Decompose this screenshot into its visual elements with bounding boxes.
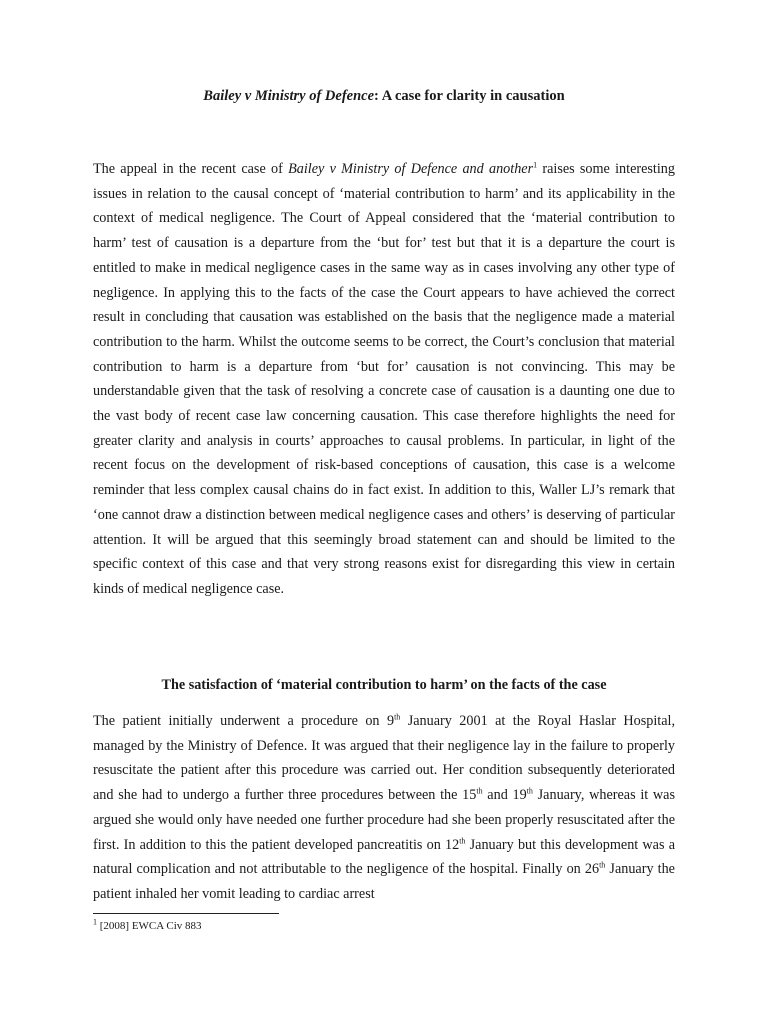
facts-text-5: January but this development was a natural complication and not attributable to the negligence of the hospital. Finally on 26 — [93, 836, 675, 878]
facts-text-3: and 19 — [482, 787, 527, 804]
footnote-text: [2008] EWCA Civ 883 — [97, 920, 202, 932]
ordinal-suffix: th — [476, 786, 483, 796]
ordinal-suffix: th — [526, 786, 533, 796]
footnote — [93, 918, 202, 934]
ordinal-suffix: th — [599, 860, 606, 870]
facts-text-4: January, whereas it was argued she would only have needed one further procedure had she been properly resuscitated after the first. In addition to this the patient developed pancreatitis on 12 — [93, 787, 675, 853]
ordinal-suffix: th — [394, 712, 401, 722]
intro-case-name: Bailey v Ministry of Defence and another — [288, 161, 534, 177]
title-subtitle: : A case for clarity in causation — [374, 88, 565, 104]
facts-text-2: January 2001 at the Royal Haslar Hospital, managed by the Ministry of Defence. It was argued that their negligence lay in the failure to properly resuscitate the patient after this procedure was carried out. Her condition subsequently deteriorated and she had to undergo a further three procedures between the 15 — [93, 713, 675, 804]
facts-text-1: The patient initially underwent a procedure on 9 — [93, 713, 395, 729]
document-title — [0, 86, 768, 106]
section-heading: The satisfaction of ‘material contribution to harm’ on the facts of the case — [161, 677, 607, 693]
title-case-name: Bailey v Ministry of Defence — [203, 88, 375, 104]
intro-paragraph — [93, 157, 675, 602]
footnote-marker: 1 — [93, 917, 97, 927]
intro-lead: The appeal in the recent case of — [93, 161, 289, 177]
facts-paragraph — [93, 709, 675, 907]
ordinal-suffix: th — [459, 835, 466, 845]
footnote-ref-1[interactable]: 1 — [533, 160, 538, 170]
facts-text-6: January the patient inhaled her vomit leading to cardiac arrest — [93, 861, 675, 902]
intro-body: raises some interesting issues in relation to the causal concept of ‘material contribution to harm’ and its applicability in the context of medical negligence. The Court of Appeal considered that the ‘material contribution to harm’ test of causation is a departure from the ‘but for’ test but that it is a departure the court is entitled to make in medical negligence cases in the same way as in cases involving any other type of negligence. In applying this to the facts of the case the Court appears to have achieved the correct result in concluding that causation was established on the basis that the negligence made a material contribution to the harm. Whilst the outcome seems to be correct, the Court’s conclusion that material contribution to harm is a departure from ‘but for’ causation is not convincing. This may be understandable given that the task of resolving a concrete case of causation is a daunting one due to the vast body of recent case law concerning causation. This case therefore highlights the need for greater clarity and analysis in courts’ approaches to causal problems. In particular, in light of the recent focus on the development of risk-based conceptions of causation, this case is a welcome reminder that less complex causal chains do in fact exist. In addition to this, Waller LJ’s remark that ‘one cannot draw a distinction between medical negligence cases and others’ is deserving of particular attention. It will be argued that this seemingly broad statement can and should be limited to the specific context of this case and that very strong reasons exist for disregarding this view in certain kinds of medical negligence case. — [93, 161, 675, 597]
footnote-divider — [93, 913, 279, 914]
